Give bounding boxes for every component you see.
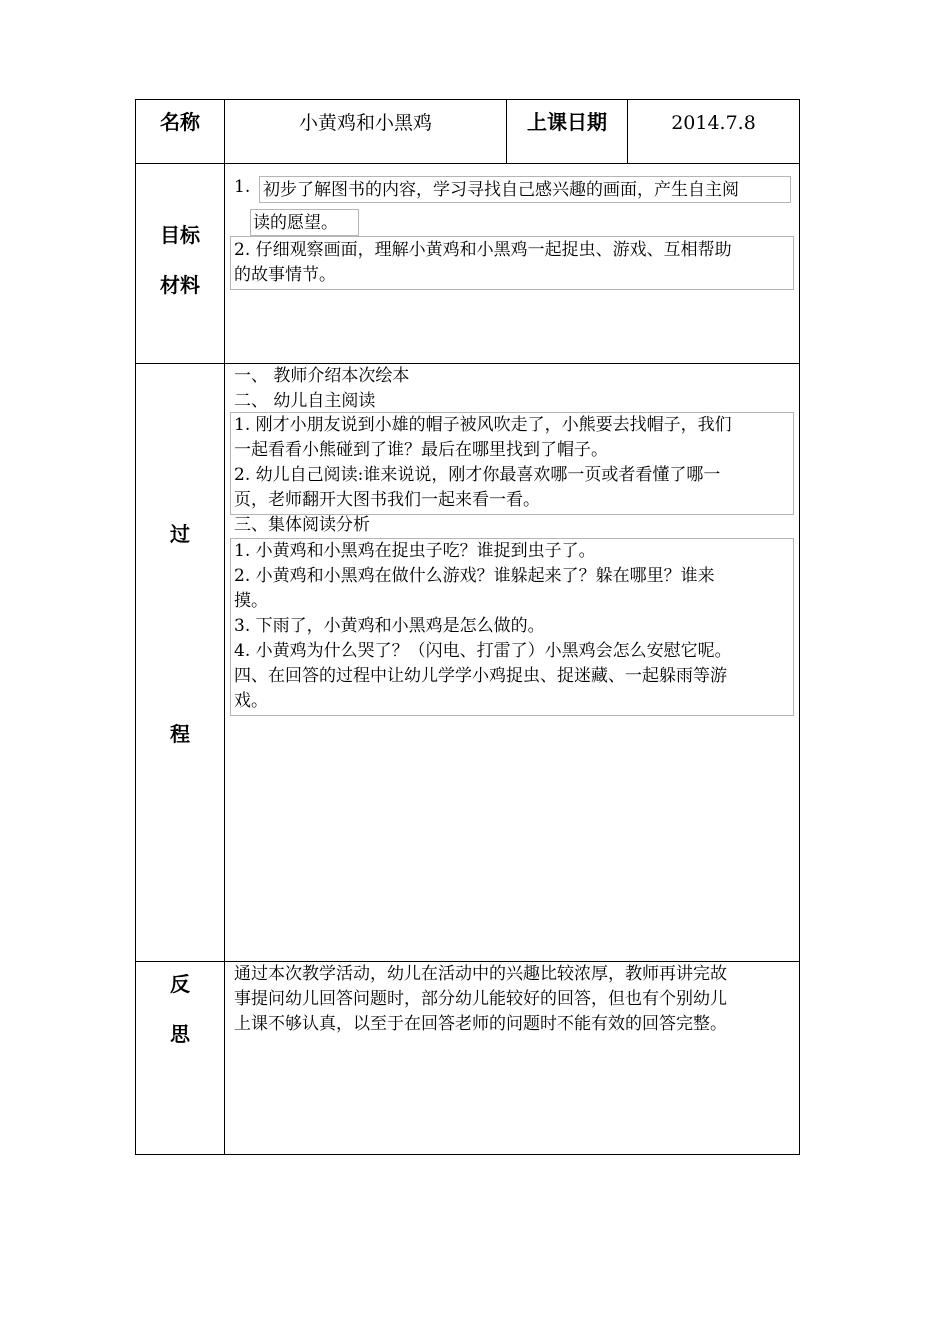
process-step-1-text: 一、 教师介绍本次绘本 <box>234 366 410 386</box>
process-step-3-line-1: 1. 小黄鸡和小黑鸡在捉虫子吃？谁捉到虫子了。 <box>234 541 596 561</box>
process-label-bottom: 程 <box>170 722 190 746</box>
goal-1-number <box>234 175 250 200</box>
goal-1-box <box>259 176 791 203</box>
goal-1-box-continued <box>250 209 359 236</box>
goal-1-number-text: 1. <box>234 177 251 197</box>
materials-label: 材料 <box>160 273 200 297</box>
date-label: 上课日期 <box>527 110 607 134</box>
table-top-border <box>135 99 800 100</box>
process-label-top: 过 <box>170 522 190 546</box>
process-step-1 <box>234 364 409 389</box>
process-step-3-text: 三、集体阅读分析 <box>234 515 370 535</box>
process-step-3-box <box>230 538 794 716</box>
goals-label: 目标 <box>160 223 200 247</box>
process-step-2-text: 二、 幼儿自主阅读 <box>234 391 376 411</box>
lesson-title: 小黄鸡和小黑鸡 <box>298 112 432 134</box>
process-step-2 <box>234 389 375 414</box>
goal-1-line-1: 初步了解图书的内容，学习寻找自己感兴趣的画面，产生自主阅 <box>263 180 739 200</box>
process-step-2-line-2: 一起看看小熊碰到了谁？最后在哪里找到了帽子。 <box>234 440 608 460</box>
process-step-2-line-1: 1. 刚才小朋友说到小雄的帽子被风吹走了，小熊要去找帽子，我们 <box>234 415 732 435</box>
goal-2-box <box>230 236 794 290</box>
reflection-line-2: 事提问幼儿回答问题时，部分幼儿能较好的回答，但也有个别幼儿 <box>234 989 727 1009</box>
column-divider-label <box>224 99 225 1155</box>
goal-1-line-2: 读的愿望。 <box>253 213 338 233</box>
row-divider-header <box>135 163 800 164</box>
process-step-2-line-4: 页，老师翻开大图书我们一起来看一看。 <box>234 490 540 510</box>
process-step-2-line-3: 2. 幼儿自己阅读:谁来说说，刚才你最喜欢哪一页或者看懂了哪一 <box>234 465 721 485</box>
process-step-3 <box>234 513 370 538</box>
reflection-label-top: 反 <box>170 972 190 996</box>
process-step-3-line-3: 摸。 <box>234 591 268 611</box>
table-left-border <box>135 99 136 1155</box>
table-bottom-border <box>135 1154 800 1155</box>
goal-2-line-1: 2. 仔细观察画面，理解小黄鸡和小黑鸡一起捉虫、游戏、互相帮助 <box>234 240 732 260</box>
process-step-3-line-5: 4. 小黄鸡为什么哭了？（闪电、打雷了）小黑鸡会怎么安慰它呢。 <box>234 641 732 661</box>
name-label: 名称 <box>160 110 200 134</box>
date-value: 2014.7.8 <box>671 112 756 134</box>
process-step-3-line-4: 3. 下雨了，小黄鸡和小黑鸡是怎么做的。 <box>234 616 545 636</box>
goal-2-line-2: 的故事情节。 <box>234 265 336 285</box>
process-step-4-line-1: 四、在回答的过程中让幼儿学学小鸡捉虫、捉迷藏、一起躲雨等游 <box>234 666 727 686</box>
reflection-line-1: 通过本次教学活动，幼儿在活动中的兴趣比较浓厚，教师再讲完故 <box>234 964 727 984</box>
table-right-border <box>799 99 800 1155</box>
process-step-4-line-2: 戏。 <box>234 691 268 711</box>
process-step-3-line-2: 2. 小黄鸡和小黑鸡在做什么游戏？谁躲起来了？躲在哪里？谁来 <box>234 566 715 586</box>
reflection-line-3: 上课不够认真，以至于在回答老师的问题时不能有效的回答完整。 <box>234 1014 727 1034</box>
reflection-text <box>234 962 727 1037</box>
reflection-label-bottom: 思 <box>170 1022 190 1046</box>
process-step-2-box <box>230 412 794 515</box>
